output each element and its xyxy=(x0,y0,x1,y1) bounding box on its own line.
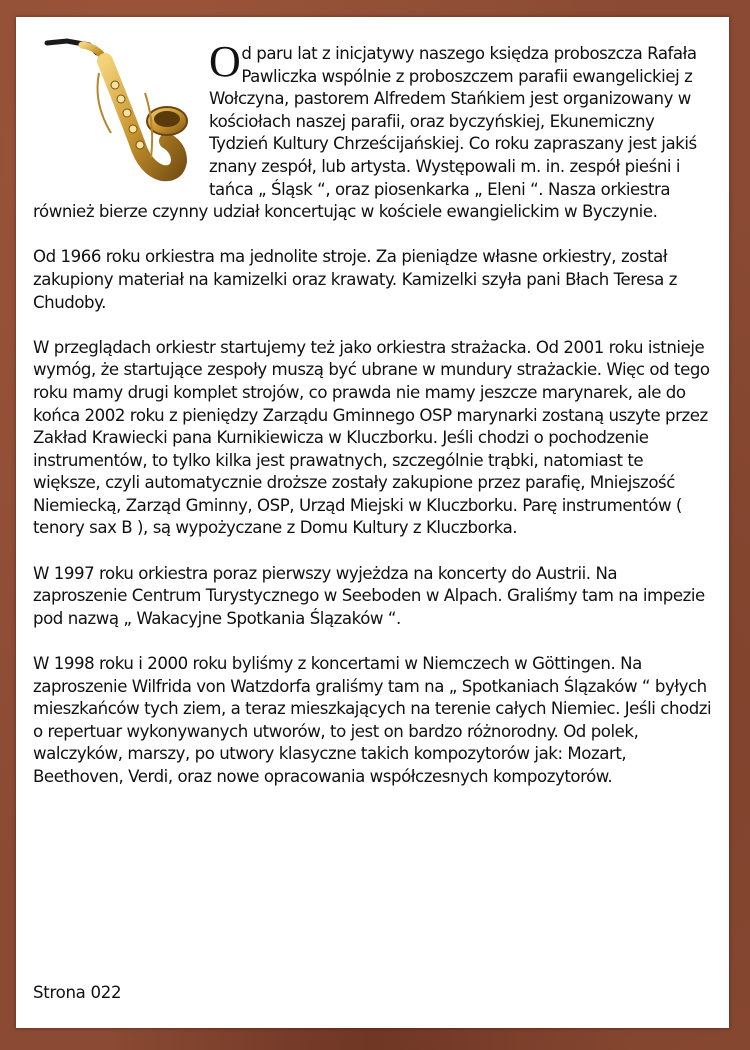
page-number: Strona 022 xyxy=(33,983,122,1002)
paragraph-fire-brigade: W przeglądach orkiestr startujemy też jako orkiestra strażacka. Od 2001 roku istnieje wymóg, że startujące zespoły muszą być ubrane w mundury strażackie. Więc od tego roku mamy drugi komplet strojów, co prawda nie mamy jeszcze marynarek, ale do końca 2002 roku z pieniędzy Zarządu Gminnego OSP marynarki zostaną uszyte przez Zakład Krawiecki pana Kurnikiewicza w Kluczborku. Jeśli chodzi o pochodzenie instrumentów, to tylko kilka jest prawatnych, szczególnie trąbki, natomiast te większe, czyli automatycznie droższe zostały zakupione przez parafię, Mniejszość Niemiecką, Zarząd Gminny, OSP, Urząd Miejski w Kluczborku. Parę instrumentów ( tenory sax B ), są wypożyczane z Domu Kultury z Kluczborka. xyxy=(33,337,710,538)
drop-cap: O xyxy=(209,37,241,86)
document-page xyxy=(16,17,729,1028)
intro-text: d paru lat z inicjatywy naszego księdza proboszcza Rafała Pawliczka wspólnie z proboszczem parafii ewangelickiej z Wołczyna, pastorem Alfredem Stańkiem jest organizowany w kościołach naszej parafii, oraz byczyńskiej, Ekunemiczny Tydzień Kultury Chrześcijańskiej. Co roku zapraszany jest jakiś znany zespół, lub artysta. Występowali m. in. zespół pieśni i tańca „ Śląsk “, oraz piosenkarka „ Eleni “. Nasza orkiestra również bierze czynny udział koncertując w kościele ewangielickim w Byczynie. xyxy=(33,44,697,222)
saxophone-icon xyxy=(27,33,197,191)
article-body xyxy=(33,37,713,811)
paragraph-germany: W 1998 roku i 2000 roku byliśmy z koncertami w Niemczech w Göttingen. Na zaproszenie Wilfrida von Watzdorfa graliśmy tam na „ Spotkaniach Ślązaków “ byłych mieszkańców tych ziem, a teraz mieszkających na terenie całych Niemiec. Jeśli chodzi o repertuar wykonywanych utworów, to jest on bardzo różnorodny. Od polek, walczyków, marszy, po utwory klasyczne takich kompozytorów jak: Mozart, Beethoven, Verdi, oraz nowe opracowania współczesnych kompozytorów. xyxy=(33,654,712,786)
paragraph-austria: W 1997 roku orkiestra poraz pierwszy wyjeżdza na koncerty do Austrii. Na zaproszenie Centrum Turystycznego w Seeboden w Alpach. Graliśmy tam na impezie pod nazwą „ Wakacyjne Spotkania Ślązaków “. xyxy=(33,563,705,628)
paragraph-uniforms: Od 1966 roku orkiestra ma jednolite stroje. Za pieniądze własne orkiestry, został zakupiony materiał na kamizelki oraz krawaty. Kamizelki szyła pani Błach Teresa z Chudoby. xyxy=(33,247,677,312)
intro-paragraph xyxy=(33,37,713,224)
